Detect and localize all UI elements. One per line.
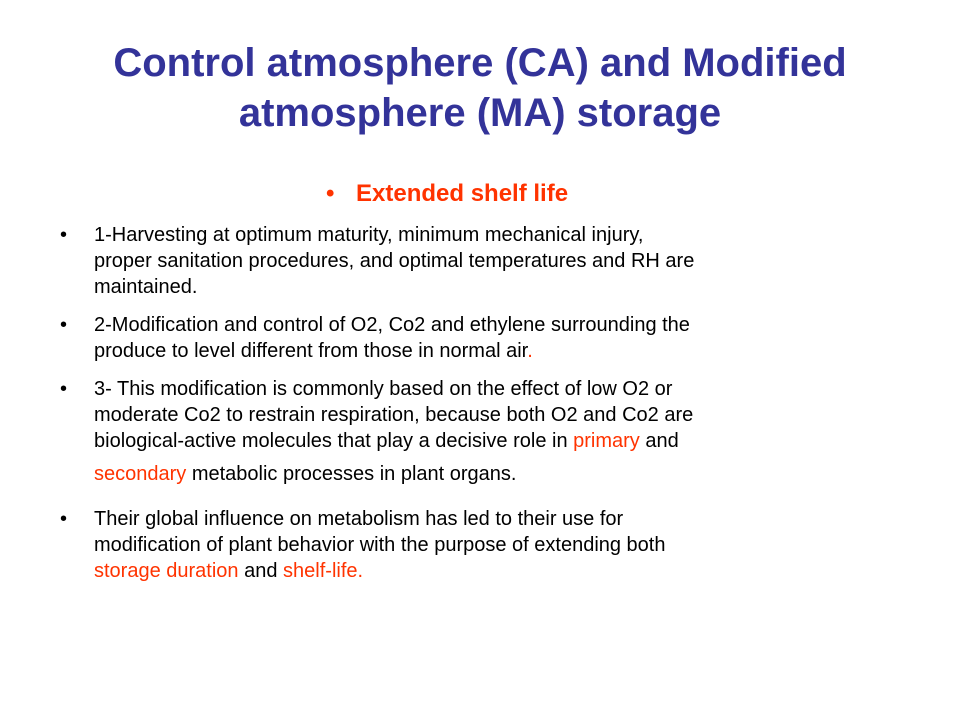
bullet-3-secondary: secondary xyxy=(94,463,187,485)
bullet-2-line-2 xyxy=(94,338,920,364)
bullet-marker: • xyxy=(60,508,68,530)
bullet-3-line-4 xyxy=(94,454,920,494)
bullet-marker: • xyxy=(60,314,68,336)
bullet-4-line-1: Their global influence on metabolism has led to their use for xyxy=(94,508,624,530)
subheading xyxy=(326,178,568,210)
bullet-item-4 xyxy=(60,506,920,584)
title-line-1: Control atmosphere (CA) and Modified xyxy=(113,41,847,85)
bullet-item-3 xyxy=(60,376,920,494)
bullet-1-line-3: maintained. xyxy=(94,276,198,298)
bullet-3-line-3-text: biological-active molecules that play a decisive role in xyxy=(94,430,574,452)
bullet-3-line-4-text: metabolic processes in plant organs. xyxy=(186,463,517,485)
bullet-3-line-3-end: and xyxy=(639,430,679,452)
bullet-4-line-2: modification of plant behavior with the purpose of extending both xyxy=(94,534,666,556)
bullet-4-line-3-text: and xyxy=(238,560,284,582)
bullet-1-line-2: proper sanitation procedures, and optimal temperatures and RH are xyxy=(94,250,695,272)
bullet-4-storage-duration: storage duration xyxy=(94,560,239,582)
bullet-item-2 xyxy=(60,312,920,364)
bullet-2-line-2-text: produce to level different from those in normal air xyxy=(94,340,528,362)
bullet-1-line-1: 1-Harvesting at optimum maturity, minimum mechanical injury, xyxy=(94,224,644,246)
slide-title xyxy=(60,38,900,138)
subheading-text: Extended shelf life xyxy=(356,180,569,207)
bullet-2-line-1: 2-Modification and control of O2, Co2 and ethylene surrounding the xyxy=(94,314,690,336)
bullet-3-primary: primary xyxy=(573,430,640,452)
bullet-marker: • xyxy=(60,224,68,246)
bullet-2-line-2-red: . xyxy=(527,340,533,362)
bullet-item-1 xyxy=(60,222,920,300)
bullet-list xyxy=(60,222,920,596)
title-line-2: atmosphere (MA) storage xyxy=(238,91,722,135)
bullet-4-shelf-life: shelf-life. xyxy=(283,560,364,582)
bullet-marker: • xyxy=(60,378,68,400)
bullet-3-line-1: 3- This modification is commonly based on the effect of low O2 or xyxy=(94,378,673,400)
bullet-3-line-3 xyxy=(94,428,920,454)
subheading-bullet: • xyxy=(326,180,335,207)
bullet-3-line-2: moderate Co2 to restrain respiration, because both O2 and Co2 are xyxy=(94,404,694,426)
bullet-4-line-3 xyxy=(94,558,920,584)
